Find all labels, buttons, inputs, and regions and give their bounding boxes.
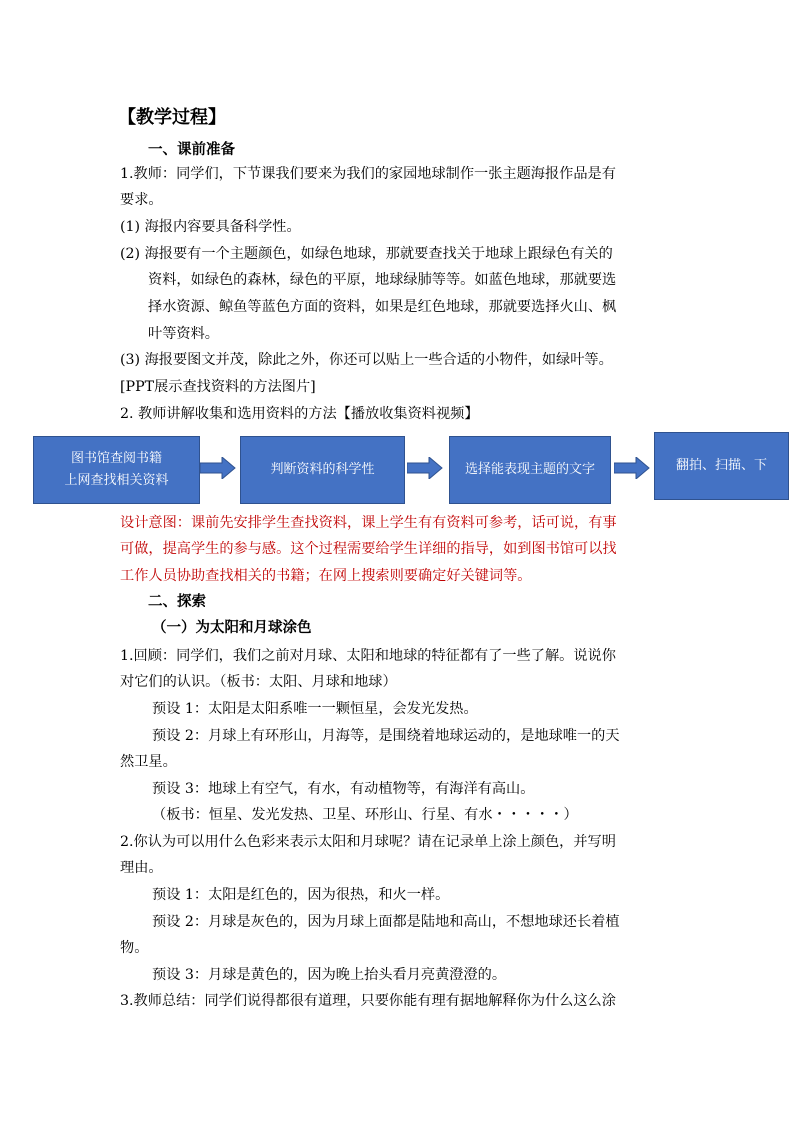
section2-title: 二、探索 xyxy=(148,594,206,610)
flow-box-2 xyxy=(240,436,405,504)
subsection-1-title: （一）为太阳和月球涂色 xyxy=(152,620,312,636)
flow-box-2-label: 判断资料的科学性 xyxy=(270,462,375,477)
item-2-line-2: 资料，如绿色的森林，绿色的平原，地球绿肺等等。如蓝色地球，那就要选 xyxy=(148,272,617,288)
heading: 【教学过程】 xyxy=(118,107,226,128)
design-line-1: 设计意图：课前先安排学生查找资料，课上学生有有资料可参考，话可说，有事 xyxy=(120,515,617,531)
question-2-line-2: 理由。 xyxy=(120,860,163,876)
item-2-line-1: (2) 海报要有一个主题颜色，如绿色地球，那就要查找关于地球上跟绿色有关的 xyxy=(120,246,613,262)
answer-b1: 预设 1：太阳是红色的，因为很热，和火一样。 xyxy=(152,887,450,903)
flow-box-3-label: 选择能表现主题的文字 xyxy=(464,462,595,477)
item-2-line-3: 择水资源、鲸鱼等蓝色方面的资料，如果是红色地球，那就要选择火山、枫 xyxy=(148,299,617,315)
answer-1: 预设 1：太阳是太阳系唯一一颗恒星，会发光发热。 xyxy=(152,701,478,717)
answer-2-line-2: 然卫星。 xyxy=(120,754,177,770)
item-3: (3) 海报要图文并茂，除此之外，你还可以贴上一些合适的小物件，如绿叶等。 xyxy=(120,352,613,368)
paragraph-2: 2. 教师讲解收集和选用资料的方法【播放收集资料视频】 xyxy=(120,406,479,422)
design-line-3: 工作人员协助查找相关的书籍；在网上搜索则要确定好关键词等。 xyxy=(120,568,532,584)
paragraph-1-line-2: 要求。 xyxy=(120,192,163,208)
answer-b3: 预设 3：月球是黄色的，因为晚上抬头看月亮黄澄澄的。 xyxy=(152,967,507,983)
answer-b2-line-2: 物。 xyxy=(120,940,149,956)
item-2-line-4: 叶等资料。 xyxy=(148,326,219,342)
question-1-line-2: 对它们的认识。（板书：太阳、月球和地球） xyxy=(120,674,397,690)
flow-box-4 xyxy=(654,432,789,500)
paragraph-1-line-1: 1.教师：同学们，下节课我们要来为我们的家园地球制作一张主题海报作品是有 xyxy=(120,166,616,182)
flow-box-1 xyxy=(33,436,200,504)
flow-arrow-3 xyxy=(614,457,650,479)
board-note: （板书：恒星、发光发热、卫星、环形山、行星、有水・・・・・） xyxy=(152,807,578,823)
section1-title: 一、课前准备 xyxy=(148,142,235,158)
flow-box-1-line-2: 上网查找相关资料 xyxy=(64,473,169,488)
flow-box-1-line-1: 图书馆查阅书籍 xyxy=(70,451,162,466)
paragraph-3: 3.教师总结：同学们说得都很有道理，只要你能有理有据地解释你为什么这么涂 xyxy=(120,993,616,1009)
answer-b2-line-1: 预设 2：月球是灰色的，因为月球上面都是陆地和高山，不想地球还长着植 xyxy=(152,914,620,930)
question-2-line-1: 2.你认为可以用什么色彩来表示太阳和月球呢？请在记录单上涂上颜色，并写明 xyxy=(120,834,616,850)
design-line-2: 可做，提高学生的参与感。这个过程需要给学生详细的指导，如到图书馆可以找 xyxy=(120,541,617,557)
answer-2-line-1: 预设 2：月球上有环形山，月海等，是围绕着地球运动的，是地球唯一的天 xyxy=(152,728,620,744)
question-1-line-1: 1.回顾：同学们，我们之前对月球、太阳和地球的特征都有了一些了解。说说你 xyxy=(120,648,616,664)
flow-box-4-label: 翻拍、扫描、下 xyxy=(675,458,767,473)
flow-arrow-2 xyxy=(407,457,443,479)
flow-arrow-1 xyxy=(200,457,236,479)
ppt-note: [PPT展示查找资料的方法图片] xyxy=(120,379,316,395)
answer-3: 预设 3：地球上有空气，有水，有动植物等，有海洋有高山。 xyxy=(152,781,535,797)
item-1: (1) 海报内容要具备科学性。 xyxy=(120,219,301,235)
flow-box-3 xyxy=(449,436,611,504)
